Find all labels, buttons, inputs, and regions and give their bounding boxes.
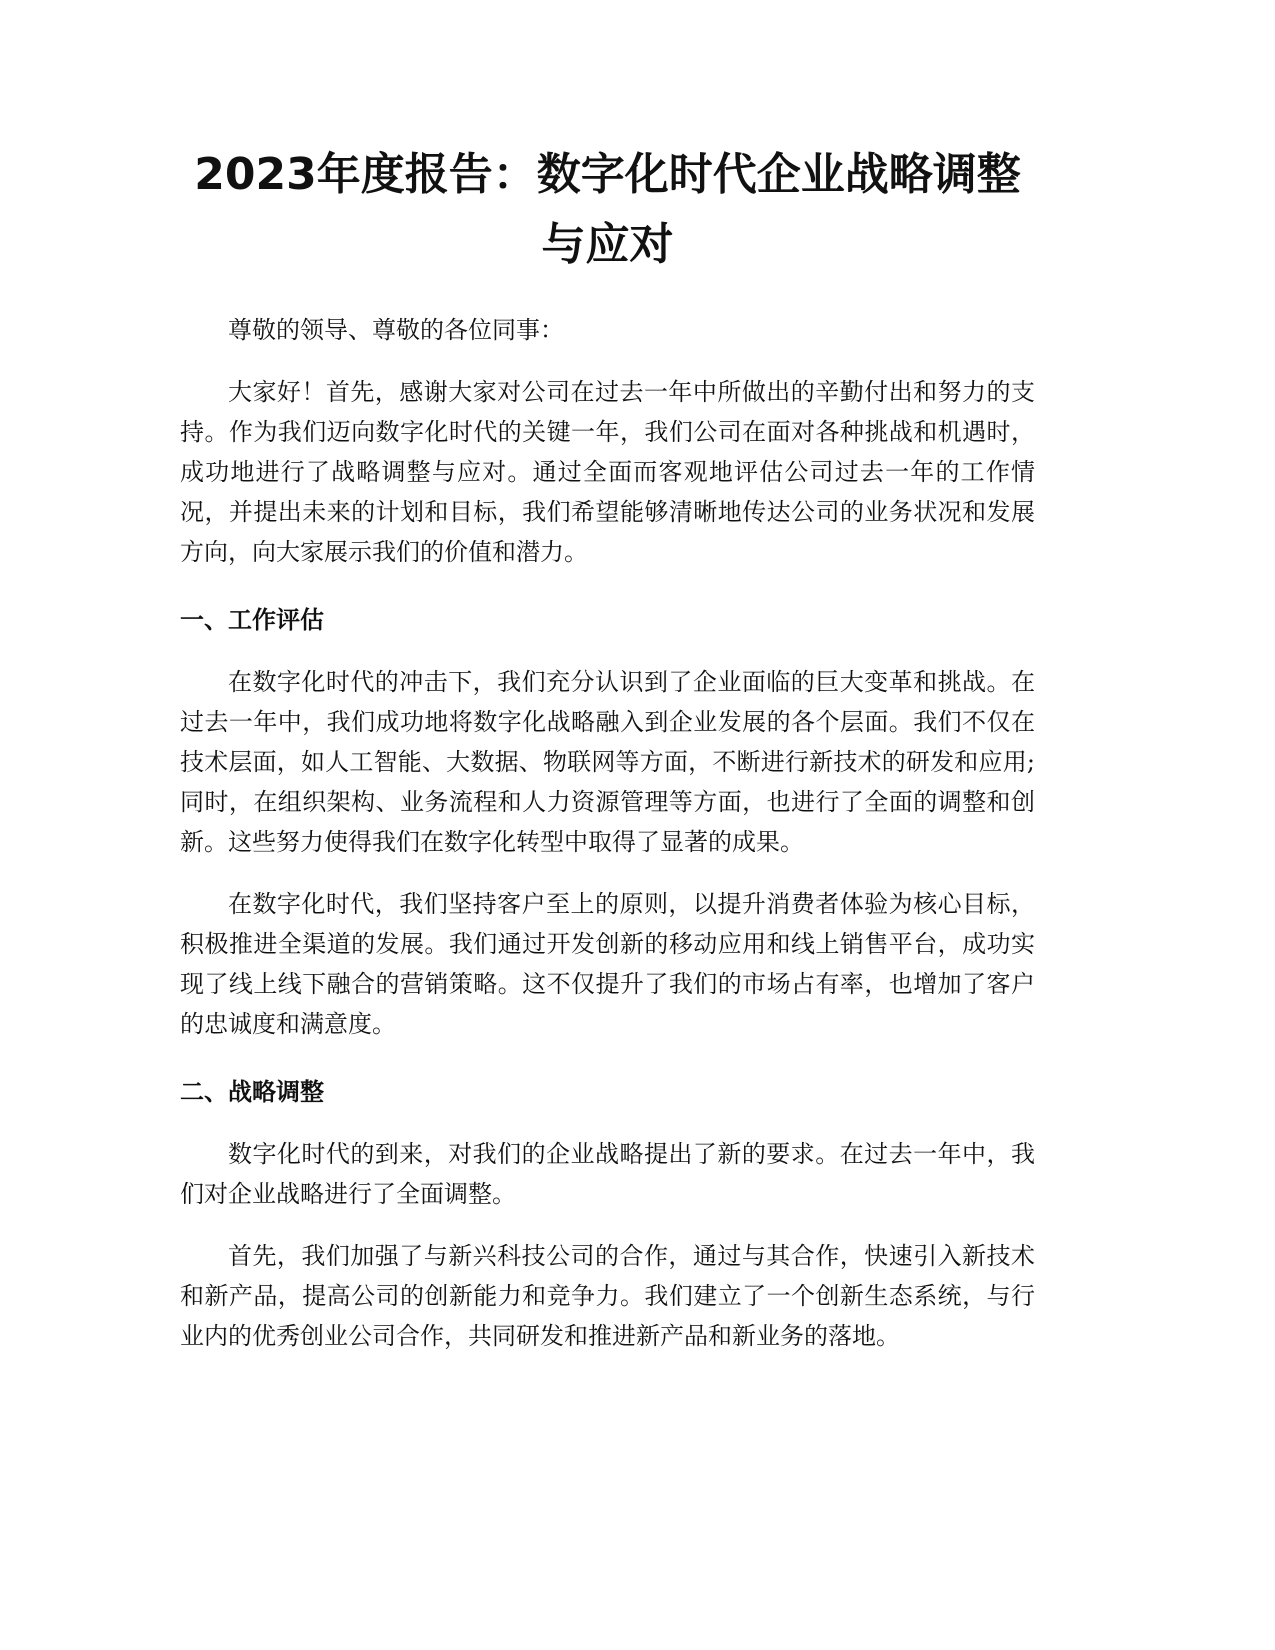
body-paragraph: 数字化时代的到来，对我们的企业战略提出了新的要求。在过去一年中，我们对企业战略进行了全面调整。 bbox=[180, 1140, 1035, 1208]
salutation: 尊敬的领导、尊敬的各位同事： bbox=[228, 316, 564, 344]
body-paragraph: 在数字化时代，我们坚持客户至上的原则，以提升消费者体验为核心目标，积极推进全渠道的发展。我们通过开发创新的移动应用和线上销售平台，成功实现了线上线下融合的营销策略。这不仅提升了我们的市场占有率，也增加了客户的忠诚度和满意度。 bbox=[180, 890, 1035, 1038]
document-page bbox=[180, 140, 1035, 1378]
body-paragraph: 首先，我们加强了与新兴科技公司的合作，通过与其合作，快速引入新技术和新产品，提高公司的创新能力和竞争力。我们建立了一个创新生态系统，与行业内的优秀创业公司合作，共同研发和推进新产品和新业务的落地。 bbox=[180, 1242, 1035, 1350]
section-strategy-adjustment bbox=[180, 1072, 1035, 1356]
section-heading: 二、战略调整 bbox=[180, 1078, 324, 1106]
body-paragraph: 在数字化时代的冲击下，我们充分认识到了企业面临的巨大变革和挑战。在过去一年中，我们成功地将数字化战略融入到企业发展的各个层面。我们不仅在技术层面，如人工智能、大数据、物联网等方面，不断进行新技术的研发和应用;同时，在组织架构、业务流程和人力资源管理等方面，也进行了全面的调整和创新。这些努力使得我们在数字化转型中取得了显著的成果。 bbox=[180, 668, 1035, 856]
section-work-evaluation bbox=[180, 600, 1035, 1044]
document-title: 2023年度报告：数字化时代企业战略调整与应对 bbox=[194, 149, 1021, 270]
intro-paragraph: 大家好！首先，感谢大家对公司在过去一年中所做出的辛勤付出和努力的支持。作为我们迈向数字化时代的关键一年，我们公司在面对各种挑战和机遇时，成功地进行了战略调整与应对。通过全面而客观地评估公司过去一年的工作情况，并提出未来的计划和目标，我们希望能够清晰地传达公司的业务状况和发展方向，向大家展示我们的价值和潜力。 bbox=[180, 378, 1035, 566]
section-heading: 一、工作评估 bbox=[180, 606, 324, 634]
